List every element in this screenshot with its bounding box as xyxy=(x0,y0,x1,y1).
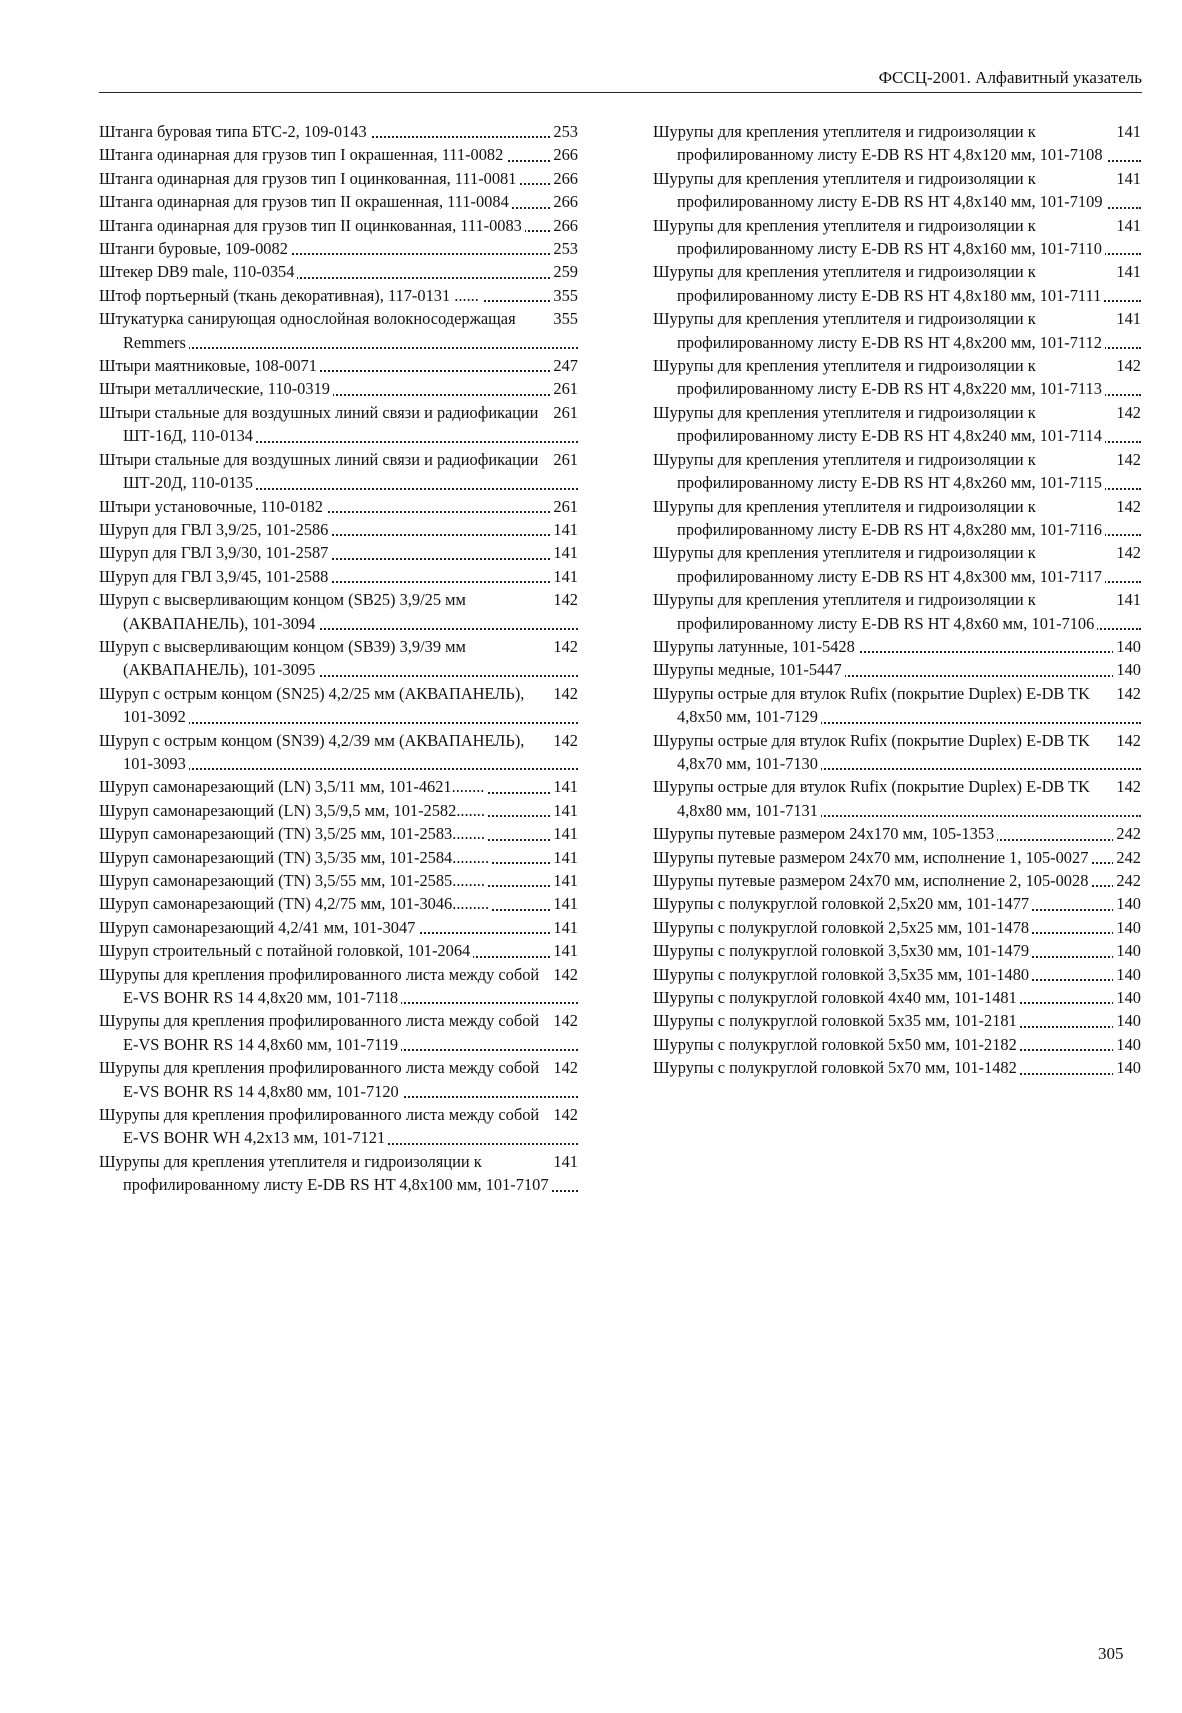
index-entry-text: Шурупы острые для втулок Rufix (покрытие Duplex) E-DB TK 4,8x70 мм, 101-7130 xyxy=(653,730,1090,773)
index-entry-text: Шуруп самонарезающий (LN) 3,5/11 мм, 101-4621........ xyxy=(99,777,487,796)
index-entry-page: 141 xyxy=(550,775,578,798)
index-entry xyxy=(99,190,578,213)
index-entry-page: 140 xyxy=(1113,1033,1141,1056)
index-entry-text: Шурупы для крепления утеплителя и гидроизоляции к профилированному листу E-DB RS HT 4,8x60 мм, 101-7106 xyxy=(653,590,1097,632)
index-entry-text: Шурупы с полукруглой головкой 3,5x35 мм, 101-1480 xyxy=(653,965,1032,984)
index-entry xyxy=(99,635,578,682)
index-entry-text: Шурупы с полукруглой головкой 3,5x30 мм, 101-1479 xyxy=(653,941,1032,960)
index-entry-text: Шурупы острые для втулок Rufix (покрытие Duplex) E-DB TK 4,8x50 мм, 101-7129 xyxy=(653,683,1090,727)
index-entry xyxy=(99,939,578,962)
index-entry-page: 140 xyxy=(1113,939,1141,962)
index-entry-text: Штекер DB9 male, 110-0354 xyxy=(99,262,297,281)
index-entry-page: 142 xyxy=(1113,541,1141,564)
index-entry xyxy=(99,1056,578,1103)
dot-leader xyxy=(123,722,578,724)
index-entry-page: 261 xyxy=(550,448,578,471)
index-entry-page: 141 xyxy=(550,939,578,962)
index-entry-text: Шурупы для крепления профилированного листа между собой E-VS BOHR RS 14 4,8x80 мм, 101-7120 xyxy=(99,1058,540,1101)
index-entry-text: Шуруп самонарезающий (TN) 3,5/35 мм, 101-2584......... xyxy=(99,848,492,867)
index-column-right xyxy=(653,120,1141,1080)
index-entry-text: Штыри стальные для воздушных линий связи и радиофикации ШТ-16Д, 110-0134 xyxy=(99,402,539,446)
index-entry xyxy=(653,963,1141,986)
index-entry xyxy=(99,775,578,798)
index-entry-text: Штанга буровая типа БТС-2, 109-0143 xyxy=(99,122,370,141)
index-entry-text: Штанга одинарная для грузов тип II окрашенная, 111-0084 xyxy=(99,192,512,211)
index-entry-text: Шуруп самонарезающий (TN) 3,5/55 мм, 101-2585........ xyxy=(99,871,488,890)
index-entry-page: 140 xyxy=(1113,1009,1141,1032)
index-entry-page: 142 xyxy=(550,1103,578,1126)
index-entry xyxy=(99,518,578,541)
index-entry xyxy=(653,588,1141,635)
index-entry xyxy=(653,846,1141,869)
index-entry-text: Штыри установочные, 110-0182 xyxy=(99,497,326,516)
index-entry-text: Шурупы для крепления утеплителя и гидроизоляции к профилированному листу E-DB RS HT 4,8x260 мм, 101-7115 xyxy=(653,450,1105,492)
index-entry-page: 140 xyxy=(1113,635,1141,658)
index-entry-page: 141 xyxy=(550,846,578,869)
index-entry-page: 141 xyxy=(1113,260,1141,283)
index-entry-page: 266 xyxy=(550,190,578,213)
index-entry-page: 142 xyxy=(550,635,578,658)
index-entry-page: 355 xyxy=(550,284,578,307)
index-entry-text: Шурупы для крепления утеплителя и гидроизоляции к профилированному листу E-DB RS HT 4,8x280 мм, 101-7116 xyxy=(653,497,1105,539)
index-entry-page: 141 xyxy=(550,799,578,822)
index-entry-text: Шуруп самонарезающий (TN) 4,2/75 мм, 101-3046......... xyxy=(99,894,492,913)
index-entry-page: 142 xyxy=(550,682,578,705)
index-entry-page: 140 xyxy=(1113,892,1141,915)
index-entry xyxy=(653,1033,1141,1056)
index-entry xyxy=(653,869,1141,892)
index-entry xyxy=(99,284,578,307)
index-entry-text: Шуруп для ГВЛ 3,9/45, 101-2588 xyxy=(99,567,331,586)
index-entry-text: Шурупы для крепления профилированного листа между собой E-VS BOHR RS 14 4,8x20 мм, 101-7118 xyxy=(99,964,540,1008)
index-entry-text: Шуруп для ГВЛ 3,9/30, 101-2587 xyxy=(99,543,331,562)
index-entry-text: Шуруп для ГВЛ 3,9/25, 101-2586 xyxy=(99,520,331,539)
index-entry-page: 142 xyxy=(1113,448,1141,471)
index-entry-page: 259 xyxy=(550,260,578,283)
index-entry xyxy=(99,1009,578,1056)
index-entry xyxy=(653,214,1141,261)
index-entry-page: 242 xyxy=(1113,822,1141,845)
index-entry-page: 141 xyxy=(550,869,578,892)
index-entry xyxy=(99,120,578,143)
index-entry xyxy=(99,682,578,729)
index-entry xyxy=(99,588,578,635)
index-entry-page: 140 xyxy=(1113,986,1141,1009)
index-entry-page: 141 xyxy=(550,541,578,564)
index-entry xyxy=(99,565,578,588)
index-entry-text: Шурупы путевые размером 24x70 мм, исполнение 2, 105-0028 xyxy=(653,871,1091,890)
index-entry-text: Штыри стальные для воздушных линий связи и радиофикации ШТ-20Д, 110-0135 xyxy=(99,449,539,493)
index-entry-text: Шурупы латунные, 101-5428 xyxy=(653,637,858,656)
index-entry-page: 266 xyxy=(550,143,578,166)
index-entry xyxy=(99,729,578,776)
index-entry-text: Штоф портьерный (ткань декоративная), 117-0131 ...... xyxy=(99,286,482,305)
index-entry-text: Шурупы для крепления утеплителя и гидроизоляции к профилированному листу E-DB RS HT 4,8x200 мм, 101-7112 xyxy=(653,309,1105,351)
index-entry xyxy=(653,495,1141,542)
index-entry-text: Штанга одинарная для грузов тип II оцинкованная, 111-0083 xyxy=(99,216,525,235)
index-entry-page: 261 xyxy=(550,401,578,424)
index-entry xyxy=(99,869,578,892)
index-entry xyxy=(99,401,578,448)
index-entry xyxy=(653,167,1141,214)
index-entry xyxy=(99,1150,578,1197)
index-entry-page: 140 xyxy=(1113,658,1141,681)
index-entry xyxy=(99,354,578,377)
index-entry-page: 253 xyxy=(550,237,578,260)
index-entry-page: 266 xyxy=(550,167,578,190)
index-entry-text: Шуруп самонарезающий 4,2/41 мм, 101-3047 xyxy=(99,918,418,937)
index-entry xyxy=(653,635,1141,658)
index-entry-page: 141 xyxy=(550,565,578,588)
index-entry-page: 141 xyxy=(1113,307,1141,330)
index-entry xyxy=(653,260,1141,307)
index-entry xyxy=(653,822,1141,845)
index-entry-page: 261 xyxy=(550,495,578,518)
index-entry-text: Шуруп самонарезающий (LN) 3,5/9,5 мм, 101-2582....... xyxy=(99,801,488,820)
index-entry xyxy=(99,1103,578,1150)
index-entry-text: Штыри металлические, 110-0319 xyxy=(99,379,333,398)
index-entry-page: 142 xyxy=(550,963,578,986)
index-entry-page: 141 xyxy=(550,518,578,541)
index-entry-page: 141 xyxy=(550,892,578,915)
index-entry xyxy=(653,1009,1141,1032)
index-entry-text: Шурупы для крепления утеплителя и гидроизоляции к профилированному листу E-DB RS HT 4,8x160 мм, 101-7110 xyxy=(653,216,1105,258)
index-entry-page: 141 xyxy=(1113,167,1141,190)
index-entry xyxy=(653,729,1141,776)
index-entry-text: Шурупы с полукруглой головкой 5x50 мм, 101-2182 xyxy=(653,1035,1020,1054)
index-entry-text: Шурупы для крепления утеплителя и гидроизоляции к профилированному листу E-DB RS HT 4,8x300 мм, 101-7117 xyxy=(653,543,1105,585)
index-entry-page: 141 xyxy=(550,1150,578,1173)
index-column-left xyxy=(99,120,578,1197)
page-header-title: ФССЦ-2001. Алфавитный указатель xyxy=(878,68,1142,87)
index-entry-text: Шурупы с полукруглой головкой 2,5x25 мм, 101-1478 xyxy=(653,918,1032,937)
index-entry-text: Шурупы для крепления утеплителя и гидроизоляции к профилированному листу E-DB RS HT 4,8x240 мм, 101-7114 xyxy=(653,403,1105,445)
index-entry-text: Шурупы с полукруглой головкой 4x40 мм, 101-1481 xyxy=(653,988,1020,1007)
index-entry xyxy=(99,143,578,166)
index-entry xyxy=(653,658,1141,681)
index-entry xyxy=(99,167,578,190)
index-entry-page: 140 xyxy=(1113,963,1141,986)
index-entry xyxy=(99,916,578,939)
index-entry-page: 142 xyxy=(550,1009,578,1032)
index-entry-text: Шуруп строительный с потайной головкой, 101-2064 xyxy=(99,941,473,960)
index-entry xyxy=(99,260,578,283)
index-entry-page: 142 xyxy=(1113,401,1141,424)
index-entry-page: 142 xyxy=(550,588,578,611)
index-entry-page: 142 xyxy=(1113,354,1141,377)
dot-leader xyxy=(123,768,578,770)
index-entry-page: 242 xyxy=(1113,846,1141,869)
index-entry-text: Шурупы для крепления профилированного листа между собой E-VS BOHR WH 4,2x13 мм, 101-7121 xyxy=(99,1105,540,1148)
page-header xyxy=(99,68,1142,93)
index-entry-text: Шурупы с полукруглой головкой 5x35 мм, 101-2181 xyxy=(653,1011,1020,1030)
index-entry-page: 266 xyxy=(550,214,578,237)
index-entry-page: 142 xyxy=(1113,495,1141,518)
index-entry xyxy=(653,448,1141,495)
index-entry-page: 141 xyxy=(1113,120,1141,143)
index-entry-text: Шурупы путевые размером 24x70 мм, исполнение 1, 105-0027 xyxy=(653,848,1091,867)
index-entry-text: Штыри маятниковые, 108-0071 xyxy=(99,356,320,375)
index-entry-page: 141 xyxy=(550,916,578,939)
index-entry-page: 142 xyxy=(550,729,578,752)
index-entry xyxy=(653,1056,1141,1079)
index-entry-page: 142 xyxy=(1113,682,1141,705)
index-entry-text: Шуруп с высверливающим концом (SB39) 3,9/39 мм (АКВАПАНЕЛЬ), 101-3095 xyxy=(99,636,466,680)
index-entry xyxy=(99,307,578,354)
index-entry-text: Штукатурка санирующая однослойная волокносодержащая Remmers xyxy=(99,309,516,352)
index-entry-text: Шуруп с высверливающим концом (SB25) 3,9/25 мм (АКВАПАНЕЛЬ), 101-3094 xyxy=(99,590,466,633)
index-entry-page: 141 xyxy=(550,822,578,845)
index-entry-text: Штанга одинарная для грузов тип I окрашенная, 111-0082 xyxy=(99,145,506,164)
dot-leader xyxy=(123,347,578,349)
index-entry-page: 141 xyxy=(1113,588,1141,611)
index-entry-text: Шурупы для крепления утеплителя и гидроизоляции к профилированному листу E-DB RS HT 4,8x180 мм, 101-7111 xyxy=(653,262,1104,304)
index-entry-text: Шурупы с полукруглой головкой 5x70 мм, 101-1482 xyxy=(653,1058,1020,1077)
index-entry-page: 253 xyxy=(550,120,578,143)
index-entry xyxy=(99,822,578,845)
index-entry xyxy=(99,237,578,260)
index-entry xyxy=(653,916,1141,939)
index-entry xyxy=(653,120,1141,167)
index-entry xyxy=(99,892,578,915)
index-entry-text: Шуруп с острым концом (SN39) 4,2/39 мм (АКВАПАНЕЛЬ), 101-3093 xyxy=(99,730,525,773)
index-entry-text: Шуруп с острым концом (SN25) 4,2/25 мм (АКВАПАНЕЛЬ), 101-3092 xyxy=(99,683,525,727)
index-entry xyxy=(99,963,578,1010)
index-entry xyxy=(99,495,578,518)
index-entry-text: Штанга одинарная для грузов тип I оцинкованная, 111-0081 xyxy=(99,169,519,188)
index-entry xyxy=(653,892,1141,915)
index-entry xyxy=(653,682,1141,729)
index-entry xyxy=(653,986,1141,1009)
page-number: 305 xyxy=(1098,1644,1124,1663)
index-entry-text: Штанги буровые, 109-0082 xyxy=(99,239,291,258)
index-entry-text: Шурупы для крепления утеплителя и гидроизоляции к профилированному листу E-DB RS HT 4,8x100 мм, 101-7107 xyxy=(99,1152,552,1194)
index-entry-text: Шурупы для крепления утеплителя и гидроизоляции к профилированному листу E-DB RS HT 4,8x220 мм, 101-7113 xyxy=(653,356,1105,398)
index-entry xyxy=(653,541,1141,588)
index-entry-text: Шурупы с полукруглой головкой 2,5x20 мм, 101-1477 xyxy=(653,894,1032,913)
index-entry-text: Шуруп самонарезающий (TN) 3,5/25 мм, 101-2583........ xyxy=(99,824,488,843)
index-entry xyxy=(99,377,578,400)
index-entry-page: 142 xyxy=(1113,729,1141,752)
index-entry xyxy=(99,799,578,822)
index-entry xyxy=(99,846,578,869)
index-entry-text: Шурупы для крепления утеплителя и гидроизоляции к профилированному листу E-DB RS HT 4,8x120 мм, 101-7108 xyxy=(653,122,1106,164)
index-entry xyxy=(99,448,578,495)
index-entry-text: Шурупы медные, 101-5447 xyxy=(653,660,845,679)
index-entry xyxy=(99,214,578,237)
index-entry-page: 142 xyxy=(550,1056,578,1079)
index-entry xyxy=(653,307,1141,354)
index-entry xyxy=(653,939,1141,962)
index-entry-page: 140 xyxy=(1113,916,1141,939)
index-entry-text: Шурупы острые для втулок Rufix (покрытие Duplex) E-DB TK 4,8x80 мм, 101-7131 xyxy=(653,777,1090,820)
index-entry-text: Шурупы путевые размером 24x170 мм, 105-1353 xyxy=(653,824,997,843)
index-entry xyxy=(99,541,578,564)
index-entry-text: Шурупы для крепления утеплителя и гидроизоляции к профилированному листу E-DB RS HT 4,8x140 мм, 101-7109 xyxy=(653,169,1106,211)
index-entry xyxy=(653,401,1141,448)
index-entry-text: Шурупы для крепления профилированного листа между собой E-VS BOHR RS 14 4,8x60 мм, 101-7119 xyxy=(99,1011,540,1054)
index-entry-page: 140 xyxy=(1113,1056,1141,1079)
index-entry xyxy=(653,354,1141,401)
index-entry-page: 261 xyxy=(550,377,578,400)
index-entry-page: 242 xyxy=(1113,869,1141,892)
index-entry-page: 141 xyxy=(1113,214,1141,237)
index-entry xyxy=(653,775,1141,822)
index-entry-page: 247 xyxy=(550,354,578,377)
index-entry-page: 355 xyxy=(550,307,578,330)
index-entry-page: 142 xyxy=(1113,775,1141,798)
